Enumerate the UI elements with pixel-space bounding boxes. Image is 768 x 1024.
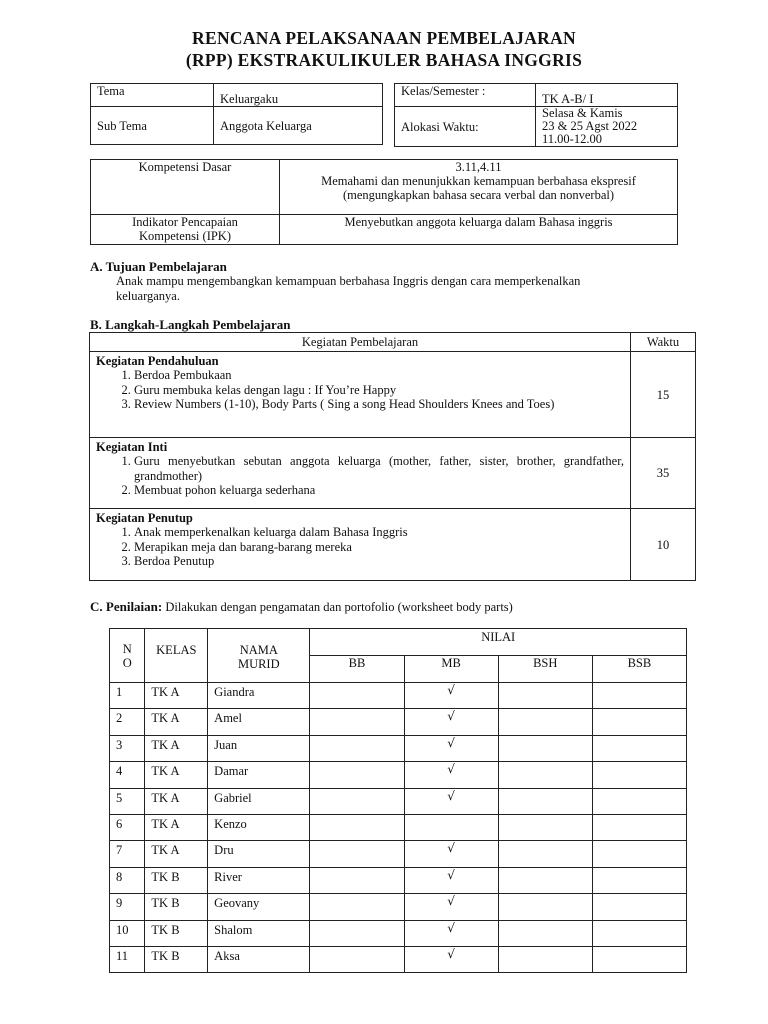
row-kelas: TK B xyxy=(145,920,208,946)
alokasi-line3: 11.00-12.00 xyxy=(542,132,602,146)
row-no: 1 xyxy=(110,683,145,709)
grade-cell-mb xyxy=(404,946,498,972)
grade-cell-mb xyxy=(404,735,498,761)
row-no: 9 xyxy=(110,894,145,920)
grade-cell-bsb xyxy=(592,788,686,814)
grade-cell-bsb xyxy=(592,814,686,840)
section-a-line2: keluarganya. xyxy=(116,289,180,303)
grade-cell-bsb xyxy=(592,894,686,920)
alokasi-label: Alokasi Waktu: xyxy=(395,107,536,147)
row-kelas: TK A xyxy=(145,709,208,735)
alokasi-line2: 23 & 25 Agst 2022 xyxy=(542,119,638,133)
row-nama: Gabriel xyxy=(208,788,310,814)
row-kelas: TK A xyxy=(145,841,208,867)
grade-cell-bsb xyxy=(592,709,686,735)
grade-cell-mb xyxy=(404,920,498,946)
grade-cell-bsh xyxy=(498,920,592,946)
check-mark-icon: √ xyxy=(447,735,455,750)
grade-cell-bsh xyxy=(498,735,592,761)
grade-cell-mb xyxy=(404,762,498,788)
subcol-mb: MB xyxy=(404,656,498,683)
row-no: 10 xyxy=(110,920,145,946)
grade-cell-bsh xyxy=(498,709,592,735)
block-title: Kegiatan Penutup xyxy=(96,511,193,525)
row-no: 5 xyxy=(110,788,145,814)
block-penutup xyxy=(90,509,631,581)
grade-cell-bsh xyxy=(498,762,592,788)
row-kelas: TK A xyxy=(145,762,208,788)
check-mark-icon: √ xyxy=(447,867,455,882)
table-row xyxy=(110,683,687,709)
grade-cell-bsh xyxy=(498,894,592,920)
grade-cell-bb xyxy=(310,788,404,814)
row-nama: Dru xyxy=(208,841,310,867)
grade-cell-mb xyxy=(404,709,498,735)
list-item: 3. Review Numbers (1-10), Body Parts ( Sing a song Head Shoulders Knees and Toes) xyxy=(134,397,574,412)
grade-cell-bb xyxy=(310,894,404,920)
check-mark-icon: √ xyxy=(447,841,455,856)
grade-cell-bsb xyxy=(592,735,686,761)
grade-cell-bb xyxy=(310,709,404,735)
row-kelas: TK B xyxy=(145,894,208,920)
check-mark-icon: √ xyxy=(447,946,455,961)
kd-value xyxy=(280,160,678,215)
row-nama: Kenzo xyxy=(208,814,310,840)
table-row xyxy=(110,867,687,893)
row-nama: Damar xyxy=(208,762,310,788)
grade-cell-bsh xyxy=(498,814,592,840)
grade-cell-bsh xyxy=(498,867,592,893)
grade-cell-bsb xyxy=(592,762,686,788)
row-kelas: TK B xyxy=(145,867,208,893)
grade-cell-bsh xyxy=(498,946,592,972)
alokasi-line1: Selasa & Kamis xyxy=(542,106,623,120)
col-kelas-header: KELAS xyxy=(145,629,208,683)
block-inti xyxy=(90,438,631,509)
kompetensi-table xyxy=(90,159,678,245)
doc-title-line2: (RPP) EKSTRAKULIKULER BAHASA INGGRIS xyxy=(185,50,583,70)
table-row xyxy=(110,735,687,761)
grade-cell-bsb xyxy=(592,683,686,709)
block-title: Kegiatan Inti xyxy=(96,440,168,454)
col-no-line2: O xyxy=(122,655,132,670)
grade-cell-bsb xyxy=(592,946,686,972)
col-nama-line1: NAMA xyxy=(239,643,278,657)
grade-cell-bb xyxy=(310,762,404,788)
kd-line3: (mengungkapkan bahasa secara verbal dan nonverbal) xyxy=(342,188,615,202)
list-item: 1. Guru menyebutkan sebutan anggota keluarga (mother, father, sister, brother, grandfather, grandmother) xyxy=(134,454,624,483)
tema-value: Keluargaku xyxy=(214,84,383,107)
info-left-table xyxy=(90,83,383,145)
grade-cell-bb xyxy=(310,814,404,840)
row-nama: Amel xyxy=(208,709,310,735)
row-no: 4 xyxy=(110,762,145,788)
list-item: 2. Membuat pohon keluarga sederhana xyxy=(134,483,624,498)
grade-cell-bb xyxy=(310,841,404,867)
list-item: 1. Berdoa Pembukaan xyxy=(134,368,574,383)
row-nama: Shalom xyxy=(208,920,310,946)
section-b-heading: B. Langkah-Langkah Pembelajaran xyxy=(90,317,291,332)
grade-cell-mb xyxy=(404,814,498,840)
grade-rows xyxy=(110,683,687,973)
table-row xyxy=(110,841,687,867)
grade-cell-bb xyxy=(310,867,404,893)
row-nama: River xyxy=(208,867,310,893)
block-time: 15 xyxy=(631,352,696,438)
subtema-value: Anggota Keluarga xyxy=(214,107,383,145)
grade-cell-bsh xyxy=(498,683,592,709)
col-no-line1: N xyxy=(122,641,132,656)
block-pendahuluan xyxy=(90,352,631,438)
table-row xyxy=(110,709,687,735)
row-no: 3 xyxy=(110,735,145,761)
check-mark-icon: √ xyxy=(447,920,455,935)
row-nama: Juan xyxy=(208,735,310,761)
section-c-text: Dilakukan dengan pengamatan dan portofolio (worksheet body parts) xyxy=(165,600,513,614)
kd-line1: 3.11,4.11 xyxy=(455,160,502,174)
check-mark-icon: √ xyxy=(447,709,455,724)
row-kelas: TK A xyxy=(145,814,208,840)
col-nama-line2: MURID xyxy=(237,657,280,671)
list-item: 1. Anak memperkenalkan keluarga dalam Bahasa Inggris xyxy=(134,525,624,540)
col-no-header xyxy=(110,629,145,683)
ipk-label-line1: Indikator Pencapaian xyxy=(132,215,238,229)
table-row xyxy=(110,788,687,814)
tema-label: Tema xyxy=(91,84,214,107)
grade-cell-bsb xyxy=(592,867,686,893)
grade-cell-mb xyxy=(404,683,498,709)
grade-cell-bb xyxy=(310,735,404,761)
block-items xyxy=(96,525,624,569)
ipk-label xyxy=(91,215,280,245)
row-kelas: TK A xyxy=(145,788,208,814)
ipk-label-line2: Kompetensi (IPK) xyxy=(139,229,231,243)
info-right-table xyxy=(394,83,678,147)
table-row xyxy=(110,920,687,946)
row-no: 11 xyxy=(110,946,145,972)
alokasi-value xyxy=(536,107,678,147)
ipk-value: Menyebutkan anggota keluarga dalam Bahasa inggris xyxy=(280,215,678,245)
grade-cell-bsh xyxy=(498,841,592,867)
list-item: 2. Guru membuka kelas dengan lagu : If You’re Happy xyxy=(134,383,574,398)
row-no: 8 xyxy=(110,867,145,893)
kd-line2: Memahami dan menunjukkan kemampuan berbahasa ekspresif xyxy=(321,174,636,188)
subcol-bsb: BSB xyxy=(592,656,686,683)
col-nama-header xyxy=(208,629,310,683)
table-row xyxy=(110,894,687,920)
grade-cell-mb xyxy=(404,894,498,920)
grade-cell-bsb xyxy=(592,841,686,867)
block-items xyxy=(96,368,624,412)
grade-cell-bb xyxy=(310,683,404,709)
row-kelas: TK A xyxy=(145,683,208,709)
section-c-heading: C. Penilaian: xyxy=(90,599,163,614)
block-items xyxy=(96,454,624,498)
kelas-value: TK A-B/ I xyxy=(536,84,678,107)
check-mark-icon: √ xyxy=(447,683,455,697)
section-a-line1: Anak mampu mengembangkan kemampuan berbahasa Inggris dengan cara memperkenalkan xyxy=(116,274,581,288)
langkah-table xyxy=(89,332,696,581)
block-title: Kegiatan Pendahuluan xyxy=(96,354,219,368)
grade-cell-bsh xyxy=(498,788,592,814)
grade-cell-mb xyxy=(404,867,498,893)
kelas-label: Kelas/Semester : xyxy=(395,84,536,107)
check-mark-icon: √ xyxy=(447,894,455,909)
table-row xyxy=(110,946,687,972)
col-time-header: Waktu xyxy=(631,333,696,352)
list-item: 2. Merapikan meja dan barang-barang mereka xyxy=(134,540,624,555)
grade-cell-mb xyxy=(404,788,498,814)
section-a-heading: A. Tujuan Pembelajaran xyxy=(90,259,227,274)
penilaian-table xyxy=(109,628,687,973)
list-item: 3. Berdoa Penutup xyxy=(134,554,624,569)
grade-cell-bb xyxy=(310,920,404,946)
section-c-line xyxy=(90,599,513,615)
row-nama: Aksa xyxy=(208,946,310,972)
table-row xyxy=(110,762,687,788)
row-kelas: TK A xyxy=(145,735,208,761)
block-time: 10 xyxy=(631,509,696,581)
table-row xyxy=(110,814,687,840)
block-time: 35 xyxy=(631,438,696,509)
row-no: 7 xyxy=(110,841,145,867)
grade-cell-mb xyxy=(404,841,498,867)
row-no: 6 xyxy=(110,814,145,840)
section-a-text xyxy=(116,274,580,304)
kd-label: Kompetensi Dasar xyxy=(91,160,280,215)
doc-title-line1: RENCANA PELAKSANAAN PEMBELAJARAN xyxy=(192,28,576,48)
grade-cell-bsb xyxy=(592,920,686,946)
row-nama: Geovany xyxy=(208,894,310,920)
subcol-bb: BB xyxy=(310,656,404,683)
row-no: 2 xyxy=(110,709,145,735)
row-nama: Giandra xyxy=(208,683,310,709)
col-nilai-header: NILAI xyxy=(310,629,687,656)
row-kelas: TK B xyxy=(145,946,208,972)
check-mark-icon: √ xyxy=(447,762,455,777)
check-mark-icon: √ xyxy=(447,788,455,803)
subtema-label: Sub Tema xyxy=(91,107,214,145)
col-activity-header: Kegiatan Pembelajaran xyxy=(90,333,631,352)
grade-cell-bb xyxy=(310,946,404,972)
subcol-bsh: BSH xyxy=(498,656,592,683)
